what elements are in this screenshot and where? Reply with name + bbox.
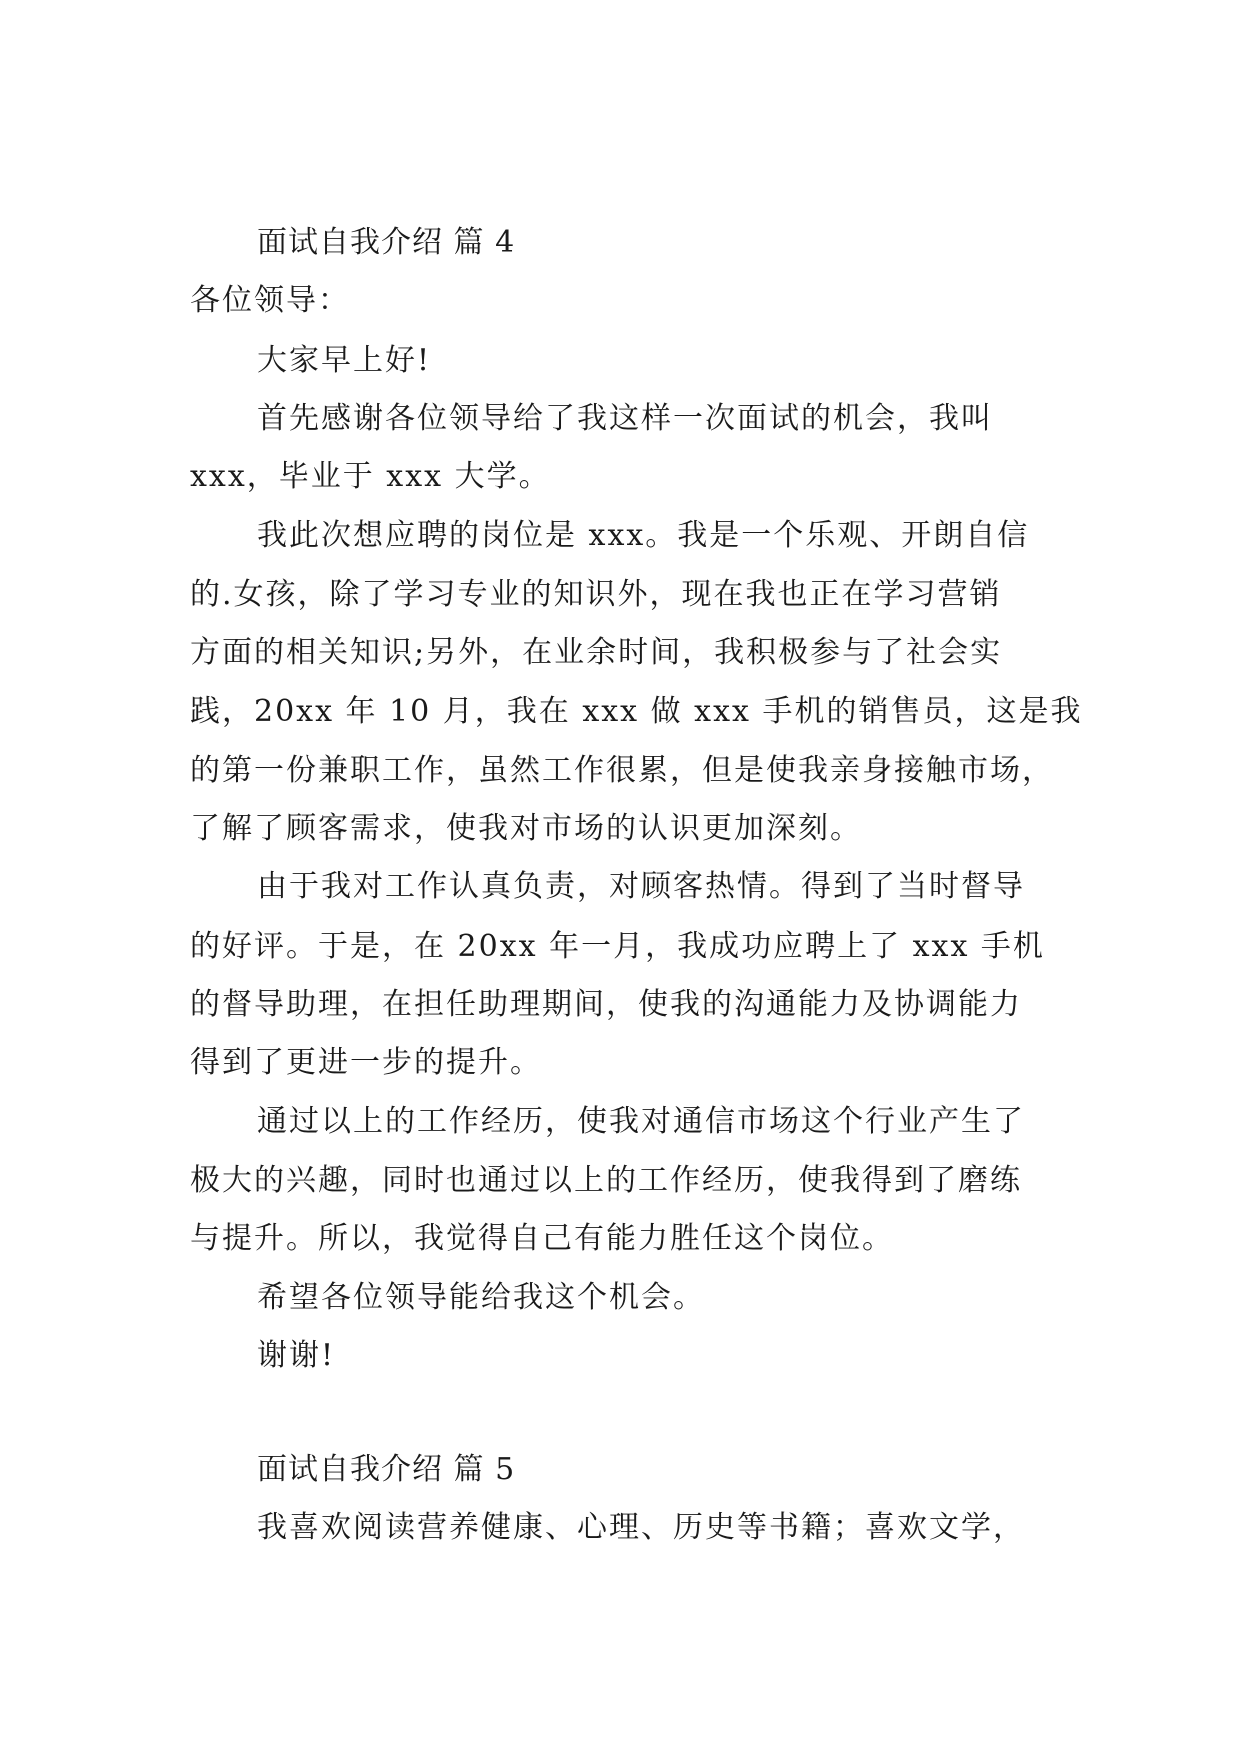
paragraph-line: 得到了更进一步的提升。 (190, 1045, 542, 1080)
paragraph-line: 方面的相关知识;另外，在业余时间，我积极参与了社会实 (190, 635, 1003, 670)
paragraph-line: 的第一份兼职工作，虽然工作很累，但是使我亲身接触市场， (190, 753, 1054, 788)
section-heading-4: 面试自我介绍 篇 4 (257, 225, 516, 260)
paragraph-line: 首先感谢各位领导给了我这样一次面试的机会，我叫 (257, 401, 993, 436)
greeting: 大家早上好! (257, 343, 432, 378)
paragraph-line: 我此次想应聘的岗位是 xxx。我是一个乐观、开朗自信 (257, 518, 1030, 553)
paragraph-line: 极大的兴趣，同时也通过以上的工作经历，使我得到了磨练 (190, 1163, 1022, 1198)
section-heading-5: 面试自我介绍 篇 5 (257, 1452, 516, 1487)
paragraph-line: 的.女孩，除了学习专业的知识外，现在我也正在学习营销 (190, 577, 1002, 612)
paragraph-line: 的督导助理，在担任助理期间，使我的沟通能力及协调能力 (190, 987, 1022, 1022)
closing-line: 希望各位领导能给我这个机会。 (257, 1280, 705, 1315)
salutation: 各位领导： (190, 283, 350, 318)
paragraph-line: 由于我对工作认真负责，对顾客热情。得到了当时督导 (257, 869, 1025, 904)
paragraph-line: 践，20xx 年 10 月，我在 xxx 做 xxx 手机的销售员，这是我 (190, 694, 1083, 729)
paragraph-line: 我喜欢阅读营养健康、心理、历史等书籍；喜欢文学， (257, 1510, 1025, 1545)
paragraph-line: 与提升。所以，我觉得自己有能力胜任这个岗位。 (190, 1221, 894, 1256)
paragraph-line: 的好评。于是，在 20xx 年一月，我成功应聘上了 xxx 手机 (190, 929, 1045, 964)
paragraph-line: xxx，毕业于 xxx 大学。 (190, 459, 551, 494)
thanks-line: 谢谢! (257, 1338, 336, 1373)
paragraph-line: 了解了顾客需求，使我对市场的认识更加深刻。 (190, 811, 862, 846)
paragraph-line: 通过以上的工作经历，使我对通信市场这个行业产生了 (257, 1104, 1025, 1139)
